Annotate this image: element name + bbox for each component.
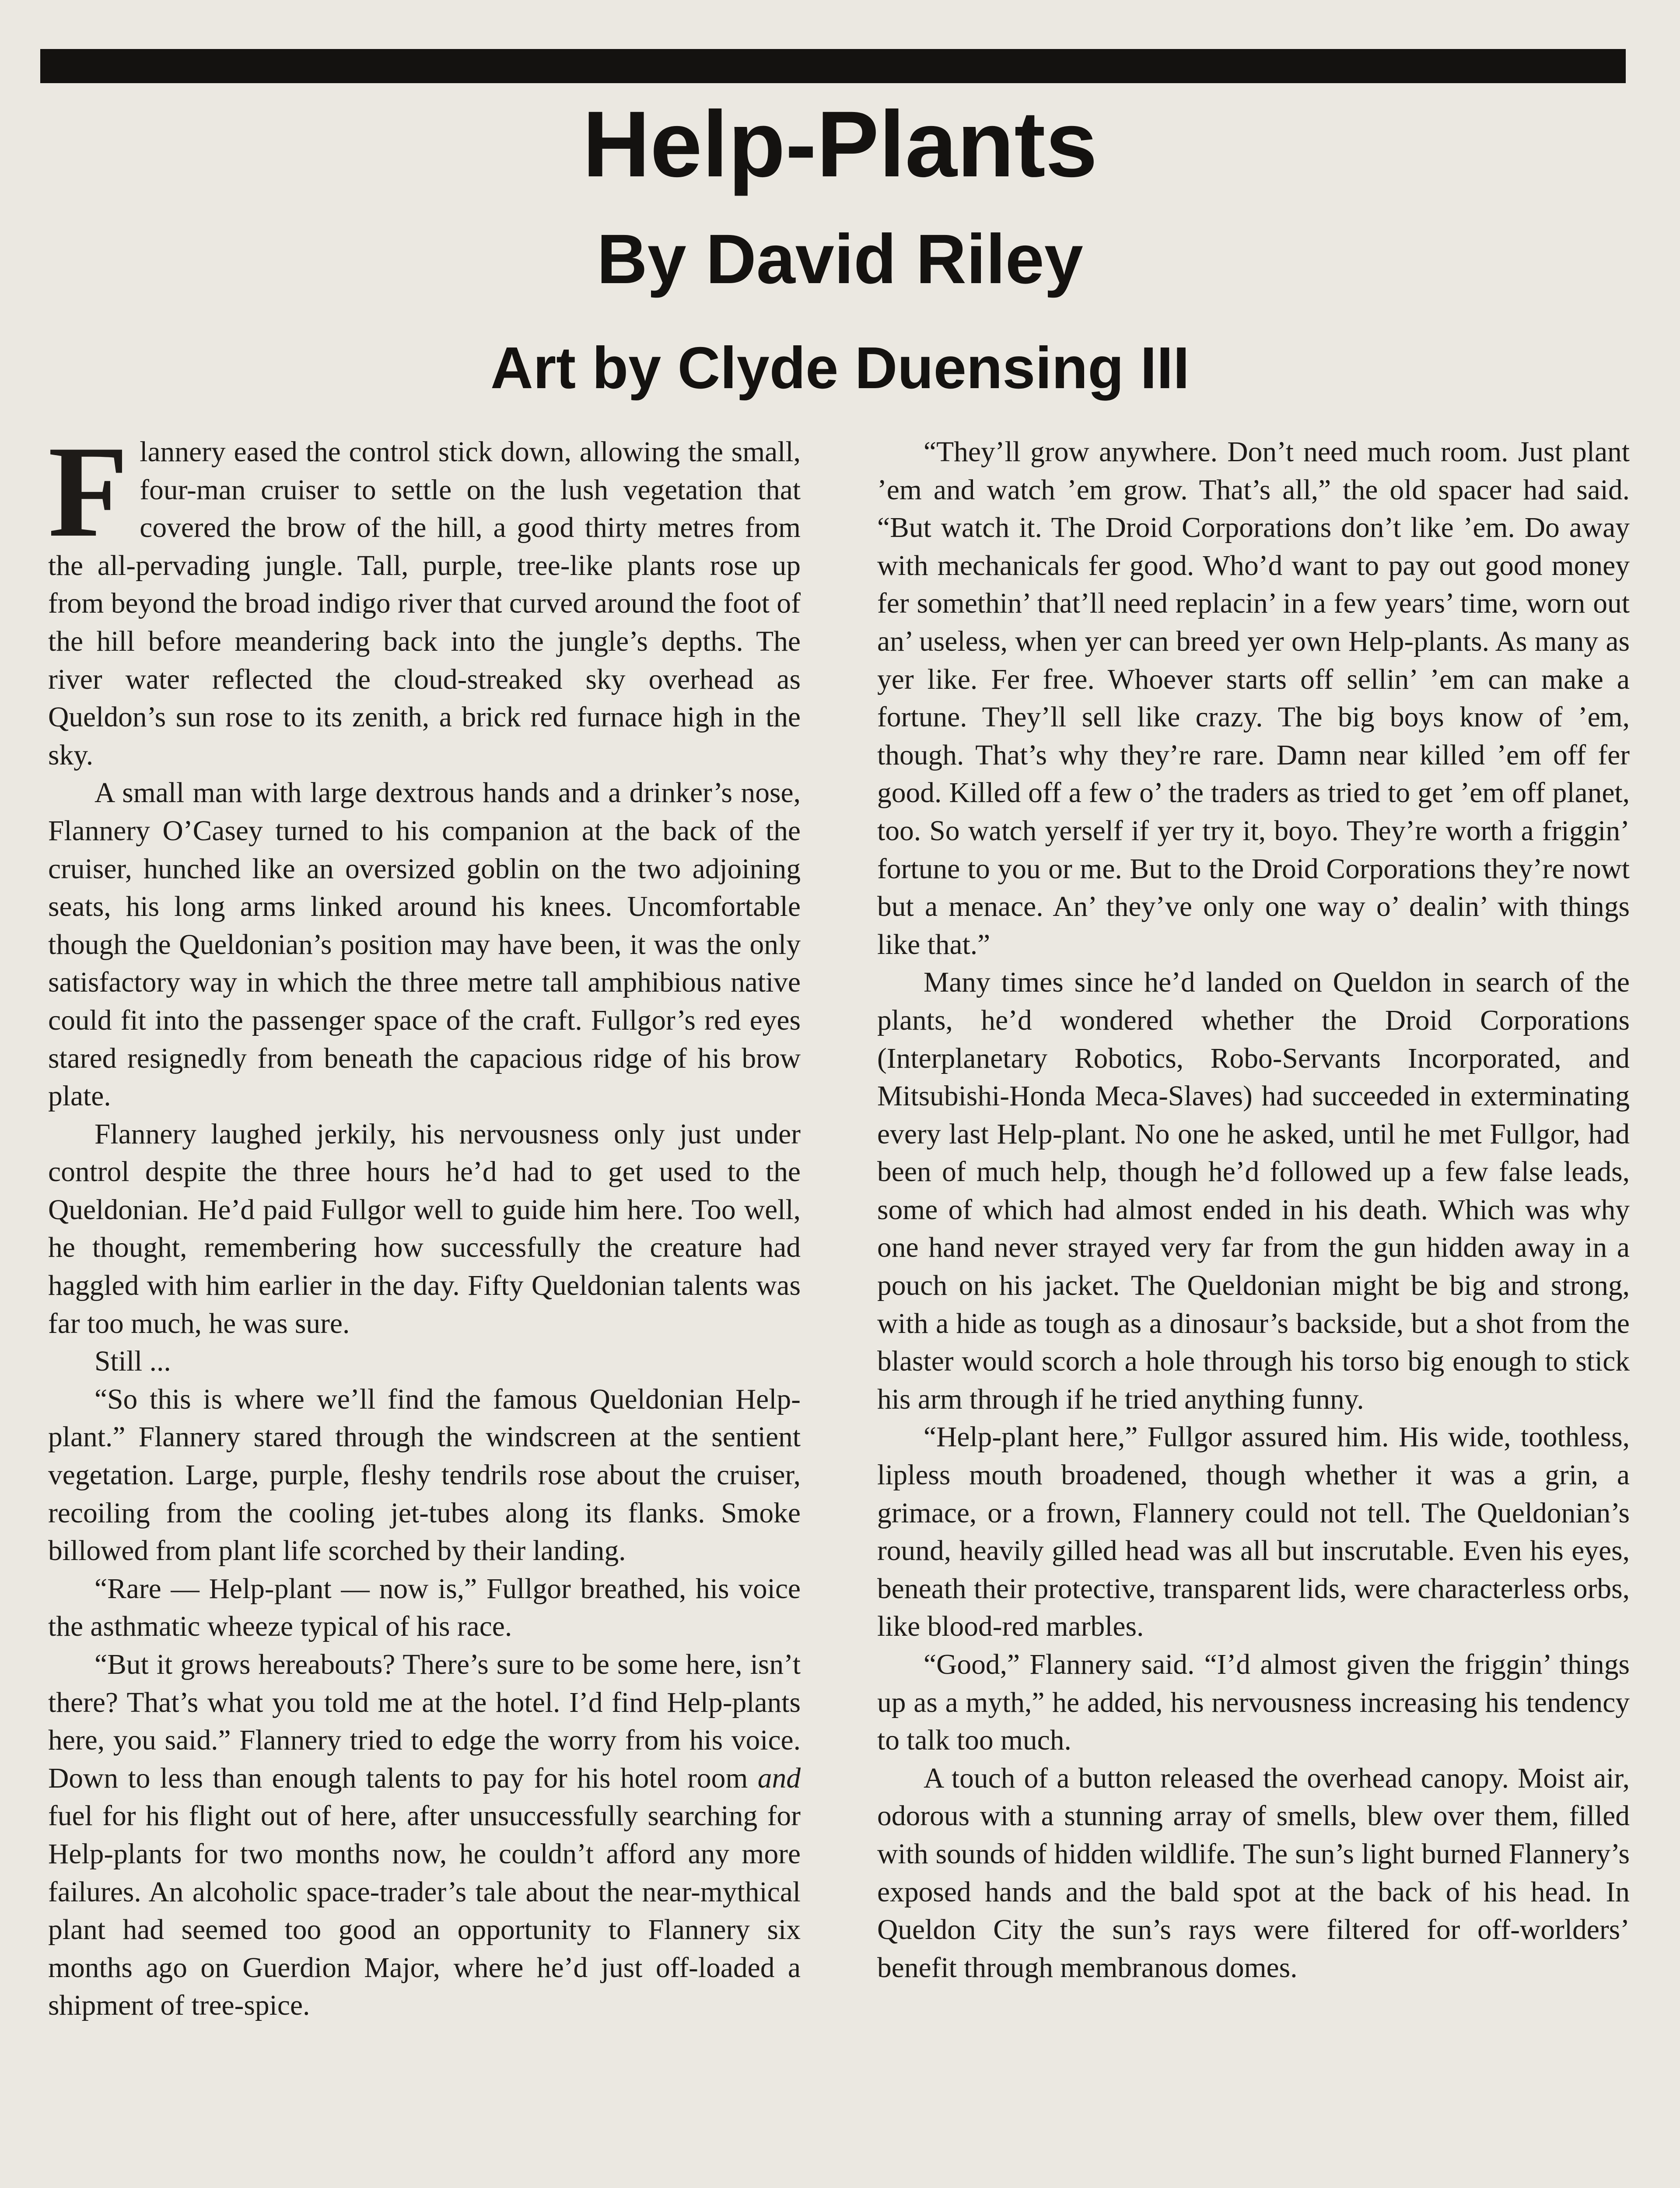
paragraph: “Rare — Help-plant — now is,” Fullgor breathed, his voice the asthmatic wheeze typical of his race.: [48, 1573, 801, 1643]
paragraph-text: lannery eased the control stick down, allowing the small, four-man cruiser to settle on the lush vegetation that covered the brow of the hill, a good thirty metres from the all-pervading jungle. Tall, purple, tree-like plants rose up from beyond the broad indigo river that curved around the foot of the hill before meandering back into the jungle’s depths. The river water reflected the cloud-streaked sky overhead as Queldon’s sun rose to its zenith, a brick red furnace high in the sky.: [48, 436, 801, 771]
emphasis-text: and: [757, 1762, 801, 1794]
top-rule: [40, 49, 1626, 83]
paragraph-text: fuel for his flight out of here, after unsuccessfully searching for Help-plants for two months now, he couldn’t afford any more failures. An alcoholic space-trader’s tale about the near-mythical plant had seemed too good an opportunity to Flannery six months ago on Guerdion Major, where he’d just off-loaded a shipment of tree-spice.: [48, 1800, 801, 2022]
title-block: [0, 88, 1680, 405]
paragraph: “So this is where we’ll find the famous Queldonian Help-plant.” Flannery stared through the windscreen at the sentient vegetation. Large, purple, fleshy tendrils rose about the cruiser, recoiling from the cooling jet-tubes along its flanks. Smoke billowed from plant life scorched by their landing.: [48, 1383, 801, 1567]
story-title: Help-Plants: [582, 92, 1098, 196]
author-byline: By David Riley: [597, 220, 1083, 298]
paragraph: Many times since he’d landed on Queldon in search of the plants, he’d wondered whether the Droid Corporations (Interplanetary Robotics, Robo-Servants Incorporated, and Mitsubishi-Honda Meca-Slaves) had succeeded in exterminating every last Help-plant. No one he asked, until he met Fullgor, had been of much help, though he’d followed up a few false leads, some of which had almost ended in his death. Which was why one hand never strayed very far from the gun hidden away in a pouch on his jacket. The Queldonian might be big and strong, with a hide as tough as a dinosaur’s backside, but a shot from the blaster would scorch a hole through his torso big enough to stick his arm through if he tried anything funny.: [877, 967, 1630, 1415]
paragraph: [48, 419, 801, 774]
paragraph: Still ...: [94, 1346, 171, 1378]
paragraph: Flannery laughed jerkily, his nervousness only just under control despite the three hours he’d had to get used to the Queldonian. He’d paid Fullgor well to guide him here. Too well, he thought, remembering how successfully the creature had haggled with him earlier in the day. Fifty Queldonian talents was far too much, he was sure.: [48, 1118, 801, 1339]
left-column: [48, 419, 801, 2025]
paragraph: [48, 1646, 801, 2025]
paragraph: “Good,” Flannery said. “I’d almost given the friggin’ things up as a myth,” he added, his nervousness increasing his tendency to talk too much.: [877, 1649, 1630, 1757]
paragraph: A small man with large dextrous hands and a drinker’s nose, Flannery O’Casey turned to his companion at the back of the cruiser, hunched like an oversized goblin on the two adjoining seats, his long arms linked around his knees. Uncomfortable though the Queldonian’s position may have been, it was the only satisfactory way in which the three metre tall amphibious native could fit into the passenger space of the craft. Fullgor’s red eyes stared resignedly from beneath the capacious ridge of his brow plate.: [48, 777, 801, 1112]
paragraph: “Help-plant here,” Fullgor assured him. His wide, toothless, lipless mouth broadened, though whether it was a grin, a grimace, or a frown, Flannery could not tell. The Queldonian’s round, heavily gilled head was all but inscrutable. Even his eyes, beneath their protective, transparent lids, were characterless orbs, like blood-red marbles.: [877, 1421, 1630, 1643]
paragraph: A touch of a button released the overhead canopy. Moist air, odorous with a stunning array of smells, blew over them, filled with sounds of hidden wildlife. The sun’s light burned Flannery’s exposed hands and the bald spot at the back of his head. In Queldon City the sun’s rays were filtered for off-worlders’ benefit through membranous domes.: [877, 1762, 1630, 1984]
right-column: [877, 433, 1630, 1987]
art-credit: Art by Clyde Duensing III: [490, 335, 1190, 401]
drop-cap: F: [48, 419, 129, 564]
paragraph-text: “But it grows hereabouts? There’s sure to be some here, isn’t there? That’s what you told me at the hotel. I’d find Help-plants here, you said.” Flannery tried to edge the worry from his voice. Down to less than enough talents to pay for his hotel room: [48, 1649, 801, 1794]
paragraph: “They’ll grow anywhere. Don’t need much room. Just plant ’em and watch ’em grow. That’s all,” the old spacer had said. “But watch it. The Droid Corporations don’t like ’em. Do away with mechanicals fer good. Who’d want to pay out good money fer somethin’ that’ll need replacin’ in a few years’ time, worn out an’ useless, when yer can breed yer own Help-plants. As many as yer like. Fer free. Whoever starts off sellin’ ’em can make a fortune. They’ll sell like crazy. The big boys know of ’em, though. That’s why they’re rare. Damn near killed ’em off fer good. Killed off a few o’ the traders as tried to get ’em off planet, too. So watch yerself if yer try it, boyo. They’re worth a friggin’ fortune to you or me. But to the Droid Corporations they’re nowt but a menace. An’ they’ve only one way o’ dealin’ with things like that.”: [877, 436, 1630, 961]
